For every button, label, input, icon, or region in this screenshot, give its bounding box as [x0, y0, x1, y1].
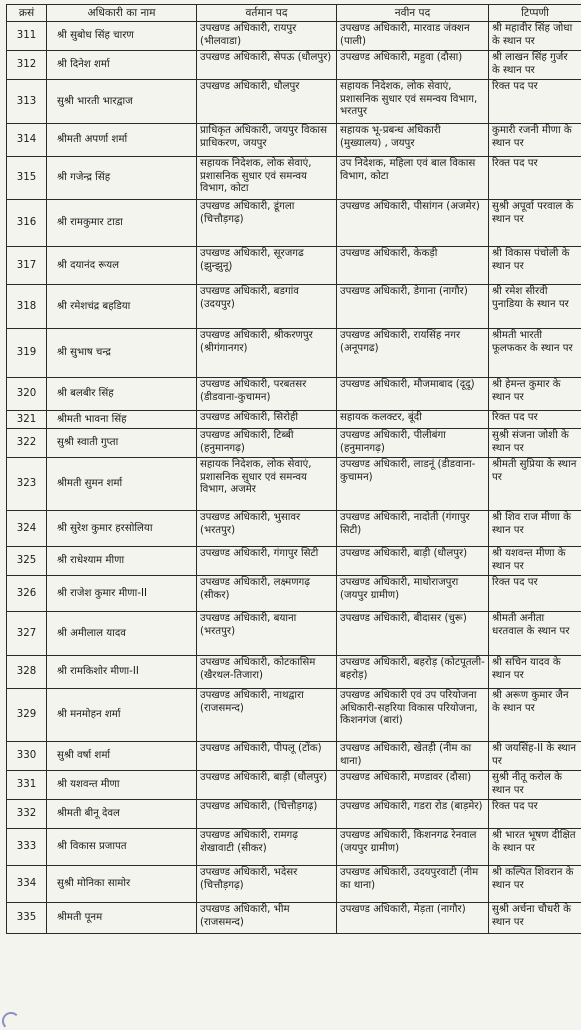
current-post-cell: उपखण्ड अधिकारी, पीपलू (टोंक): [197, 742, 337, 771]
serial-cell: 321: [7, 411, 47, 429]
serial-cell: 327: [7, 612, 47, 656]
table-row: [7, 458, 581, 511]
remark-cell: सुश्री अर्चना चौधरी के स्थान पर: [489, 903, 581, 934]
serial-cell: 328: [7, 656, 47, 689]
header-officer-name: अधिकारी का नाम: [47, 5, 197, 22]
table-row: [7, 411, 581, 429]
header-remark: टिप्पणी: [489, 5, 581, 22]
new-post-cell: सहायक निदेशक, लोक सेवाएं, प्रशासनिक सुधार एवं समन्वय विभाग, भरतपुर: [337, 80, 489, 124]
table-row: [7, 771, 581, 800]
current-post-cell: सहायक निदेशक, लोक सेवाएं, प्रशासनिक सुधार एवं समन्वय विभाग, अजमेर: [197, 458, 337, 511]
current-post-cell: उपखण्ड अधिकारी, बडगांव (उदयपुर): [197, 285, 337, 329]
remark-cell: श्री सचिन यादव के स्थान पर: [489, 656, 581, 689]
current-post-cell: उपखण्ड अधिकारी, भीम (राजसमन्द): [197, 903, 337, 934]
current-post-cell: उपखण्ड अधिकारी, रामगढ़ शेखावाटी (सीकर): [197, 829, 337, 866]
current-post-cell: उपखण्ड अधिकारी, रायपुर (भीलवाडा): [197, 22, 337, 51]
stamp-mark: [2, 1012, 20, 1030]
remark-cell: श्री शिव राज मीणा के स्थान पर: [489, 511, 581, 547]
serial-cell: 314: [7, 124, 47, 157]
current-post-cell: उपखण्ड अधिकारी, कोटकासिम (खैरथल-तिजारा): [197, 656, 337, 689]
current-post-cell: उपखण्ड अधिकारी, बयाना (भरतपुर): [197, 612, 337, 656]
officer-name-cell: सुश्री वर्षा शर्मा: [47, 742, 197, 771]
officer-name-cell: श्री अमीलाल यादव: [47, 612, 197, 656]
table-row: [7, 547, 581, 576]
remark-cell: श्री जयसिंह-II के स्थान पर: [489, 742, 581, 771]
table-row: [7, 511, 581, 547]
table-row: [7, 22, 581, 51]
current-post-cell: उपखण्ड अधिकारी, श्रीकरणपुर (श्रीगंगानगर): [197, 329, 337, 378]
officer-name-cell: श्री सुबोध सिंह चारण: [47, 22, 197, 51]
remark-cell: श्री महावीर सिंह जोधा के स्थान पर: [489, 22, 581, 51]
table-row: [7, 378, 581, 411]
new-post-cell: उपखण्ड अधिकारी, बहरोड़ (कोटपूतली-बहरोड़): [337, 656, 489, 689]
current-post-cell: उपखण्ड अधिकारी, लक्ष्मणगढ़ (सीकर): [197, 576, 337, 612]
serial-cell: 330: [7, 742, 47, 771]
current-post-cell: उपखण्ड अधिकारी, परबतसर (डीडवाना-कुचामन): [197, 378, 337, 411]
officer-name-cell: श्री सुभाष चन्द्र: [47, 329, 197, 378]
remark-cell: सुश्री अपूर्वा परवाल के स्थान पर: [489, 200, 581, 247]
serial-cell: 320: [7, 378, 47, 411]
new-post-cell: उपखण्ड अधिकारी, रायसिंह नगर (अनूपगढ): [337, 329, 489, 378]
new-post-cell: उपखण्ड अधिकारी, किशनगढ रेनवाल (जयपुर ग्रामीण): [337, 829, 489, 866]
officer-name-cell: श्री दिनेश शर्मा: [47, 51, 197, 80]
new-post-cell: उपखण्ड अधिकारी, केकड़ी: [337, 247, 489, 285]
officer-name-cell: श्री राधेश्याम मीणा: [47, 547, 197, 576]
current-post-cell: उपखण्ड अधिकारी, सूरजगढ (झुन्झुनू): [197, 247, 337, 285]
officer-name-cell: श्रीमती अपर्णा शर्मा: [47, 124, 197, 157]
new-post-cell: सहायक भू-प्रबन्ध अधिकारी (मुख्यालय) , जयपुर: [337, 124, 489, 157]
officer-name-cell: श्री दयानंद रूयल: [47, 247, 197, 285]
table-row: [7, 742, 581, 771]
current-post-cell: उपखण्ड अधिकारी, धौलपुर: [197, 80, 337, 124]
table-row: [7, 689, 581, 742]
current-post-cell: उपखण्ड अधिकारी, नाथद्वारा (राजसमन्द): [197, 689, 337, 742]
table-row: [7, 51, 581, 80]
remark-cell: श्रीमती सुप्रिया के स्थान पर: [489, 458, 581, 511]
new-post-cell: उपखण्ड अधिकारी, पीलीबंगा (हनुमानगढ़): [337, 429, 489, 458]
current-post-cell: उपखण्ड अधिकारी, (चित्तौड़गढ़): [197, 800, 337, 829]
remark-cell: श्री कल्पित शिवरान के स्थान पर: [489, 866, 581, 903]
serial-cell: 332: [7, 800, 47, 829]
new-post-cell: उपखण्ड अधिकारी, उदयपुरवाटी (नीम का थाना): [337, 866, 489, 903]
current-post-cell: उपखण्ड अधिकारी, सेपऊ (धौलपुर): [197, 51, 337, 80]
officer-name-cell: श्रीमती पूनम: [47, 903, 197, 934]
table-row: [7, 124, 581, 157]
serial-cell: 325: [7, 547, 47, 576]
remark-cell: रिक्त पद पर: [489, 576, 581, 612]
remark-cell: श्रीमती अनीता धरतवाल के स्थान पर: [489, 612, 581, 656]
new-post-cell: उपखण्ड अधिकारी, मेड़ता (नागौर): [337, 903, 489, 934]
remark-cell: रिक्त पद पर: [489, 800, 581, 829]
current-post-cell: उपखण्ड अधिकारी, डूंगला (चित्तौड़गढ़): [197, 200, 337, 247]
officer-name-cell: श्रीमती सुमन शर्मा: [47, 458, 197, 511]
new-post-cell: उपखण्ड अधिकारी, मौजमाबाद (दूदू): [337, 378, 489, 411]
remark-cell: सुश्री संजना जोशी के स्थान पर: [489, 429, 581, 458]
officer-name-cell: श्री रमेशचंद्र बहडिया: [47, 285, 197, 329]
serial-cell: 312: [7, 51, 47, 80]
new-post-cell: उपखण्ड अधिकारी, बीदासर (चुरू): [337, 612, 489, 656]
new-post-cell: उपखण्ड अधिकारी, गडरा रोड (बाड़मेर): [337, 800, 489, 829]
current-post-cell: उपखण्ड अधिकारी, टिब्बी (हनुमानगढ़): [197, 429, 337, 458]
new-post-cell: उपखण्ड अधिकारी, लाडनूं (डीडवाना-कुचामन): [337, 458, 489, 511]
officer-name-cell: श्री यशवन्त मीणा: [47, 771, 197, 800]
officer-name-cell: श्रीमती भावना सिंह: [47, 411, 197, 429]
new-post-cell: उपखण्ड अधिकारी, मारवाड जंक्शन (पाली): [337, 22, 489, 51]
new-post-cell: उपखण्ड अधिकारी, महुवा (दौसा): [337, 51, 489, 80]
table-row: [7, 800, 581, 829]
table-row: [7, 80, 581, 124]
remark-cell: रिक्त पद पर: [489, 157, 581, 200]
remark-cell: श्री अरूण कुमार जैन के स्थान पर: [489, 689, 581, 742]
officer-name-cell: श्री मनमोहन शर्मा: [47, 689, 197, 742]
officer-name-cell: श्री राजेश कुमार मीणा-II: [47, 576, 197, 612]
serial-cell: 319: [7, 329, 47, 378]
table-row: [7, 903, 581, 934]
remark-cell: श्री हेमन्त कुमार के स्थान पर: [489, 378, 581, 411]
serial-cell: 313: [7, 80, 47, 124]
new-post-cell: उपखण्ड अधिकारी, माधोराजपुरा (जयपुर ग्रामीण): [337, 576, 489, 612]
current-post-cell: उपखण्ड अधिकारी, सिरोही: [197, 411, 337, 429]
new-post-cell: उपखण्ड अधिकारी, पीसांगन (अजमेर): [337, 200, 489, 247]
table-row: [7, 247, 581, 285]
officer-name-cell: सुश्री भारती भारद्वाज: [47, 80, 197, 124]
new-post-cell: उपखण्ड अधिकारी, बाड़ी (धौलपुर): [337, 547, 489, 576]
new-post-cell: उपखण्ड अधिकारी, नादोती (गंगापुर सिटी): [337, 511, 489, 547]
current-post-cell: उपखण्ड अधिकारी, गंगापुर सिटी: [197, 547, 337, 576]
remark-cell: श्री लाखन सिंह गुर्जर के स्थान पर: [489, 51, 581, 80]
remark-cell: श्री रमेश सीरवी पुनाडिया के स्थान पर: [489, 285, 581, 329]
table-row: [7, 866, 581, 903]
current-post-cell: उपखण्ड अधिकारी, बाड़ी (धौलपुर): [197, 771, 337, 800]
current-post-cell: सहायक निदेशक, लोक सेवाएं, प्रशासनिक सुधार एवं समन्वय विभाग, कोटा: [197, 157, 337, 200]
officer-name-cell: श्रीमती बीनू देवल: [47, 800, 197, 829]
serial-cell: 318: [7, 285, 47, 329]
new-post-cell: उपखण्ड अधिकारी, डेगाना (नागौर): [337, 285, 489, 329]
table-row: [7, 200, 581, 247]
current-post-cell: उपखण्ड अधिकारी, भुसावर (भरतपुर): [197, 511, 337, 547]
serial-cell: 329: [7, 689, 47, 742]
table-row: [7, 285, 581, 329]
remark-cell: कुमारी रजनी मीणा के स्थान पर: [489, 124, 581, 157]
new-post-cell: उपखण्ड अधिकारी, खेतड़ी (नीम का थाना): [337, 742, 489, 771]
remark-cell: श्री भारत भूषण दीक्षित के स्थान पर: [489, 829, 581, 866]
officer-name-cell: श्री रामकुमार टाडा: [47, 200, 197, 247]
transfer-table: [6, 4, 581, 934]
new-post-cell: उपखण्ड अधिकारी एवं उप परियोजना अधिकारी-सहरिया विकास परियोजना, किशनगंज (बारां): [337, 689, 489, 742]
transfer-list: [6, 4, 581, 934]
officer-name-cell: श्री सुरेश कुमार हरसोलिया: [47, 511, 197, 547]
table-row: [7, 576, 581, 612]
serial-cell: 322: [7, 429, 47, 458]
new-post-cell: उपखण्ड अधिकारी, मण्डावर (दौसा): [337, 771, 489, 800]
serial-cell: 335: [7, 903, 47, 934]
remark-cell: श्रीमती भारती फूलफकर के स्थान पर: [489, 329, 581, 378]
current-post-cell: उपखण्ड अधिकारी, भदेसर (चित्तौड़गढ़): [197, 866, 337, 903]
current-post-cell: प्राधिकृत अधिकारी, जयपुर विकास प्राधिकरण, जयपुर: [197, 124, 337, 157]
serial-cell: 316: [7, 200, 47, 247]
officer-name-cell: श्री बलबीर सिंह: [47, 378, 197, 411]
header-current-post: वर्तमान पद: [197, 5, 337, 22]
serial-cell: 334: [7, 866, 47, 903]
officer-name-cell: सुश्री स्वाती गुप्ता: [47, 429, 197, 458]
new-post-cell: उप निदेशक, महिला एवं बाल विकास विभाग, कोटा: [337, 157, 489, 200]
serial-cell: 326: [7, 576, 47, 612]
remark-cell: रिक्त पद पर: [489, 411, 581, 429]
serial-cell: 333: [7, 829, 47, 866]
table-row: [7, 656, 581, 689]
officer-name-cell: श्री विकास प्रजापत: [47, 829, 197, 866]
header-row: [7, 5, 581, 22]
table-row: [7, 157, 581, 200]
officer-name-cell: श्री गजेन्द्र सिंह: [47, 157, 197, 200]
serial-cell: 331: [7, 771, 47, 800]
remark-cell: श्री विकास पंचोली के स्थान पर: [489, 247, 581, 285]
table-row: [7, 429, 581, 458]
table-row: [7, 829, 581, 866]
officer-name-cell: सुश्री मोनिका सामोर: [47, 866, 197, 903]
header-new-post: नवीन पद: [337, 5, 489, 22]
header-serial: क्रसं: [7, 5, 47, 22]
table-row: [7, 612, 581, 656]
new-post-cell: सहायक कलक्टर, बूंदी: [337, 411, 489, 429]
serial-cell: 323: [7, 458, 47, 511]
serial-cell: 311: [7, 22, 47, 51]
remark-cell: रिक्त पद पर: [489, 80, 581, 124]
table-row: [7, 329, 581, 378]
remark-cell: सुश्री नीतू करोल के स्थान पर: [489, 771, 581, 800]
officer-name-cell: श्री रामकिशोर मीणा-II: [47, 656, 197, 689]
serial-cell: 317: [7, 247, 47, 285]
remark-cell: श्री यशवन्त मीणा के स्थान पर: [489, 547, 581, 576]
serial-cell: 324: [7, 511, 47, 547]
serial-cell: 315: [7, 157, 47, 200]
